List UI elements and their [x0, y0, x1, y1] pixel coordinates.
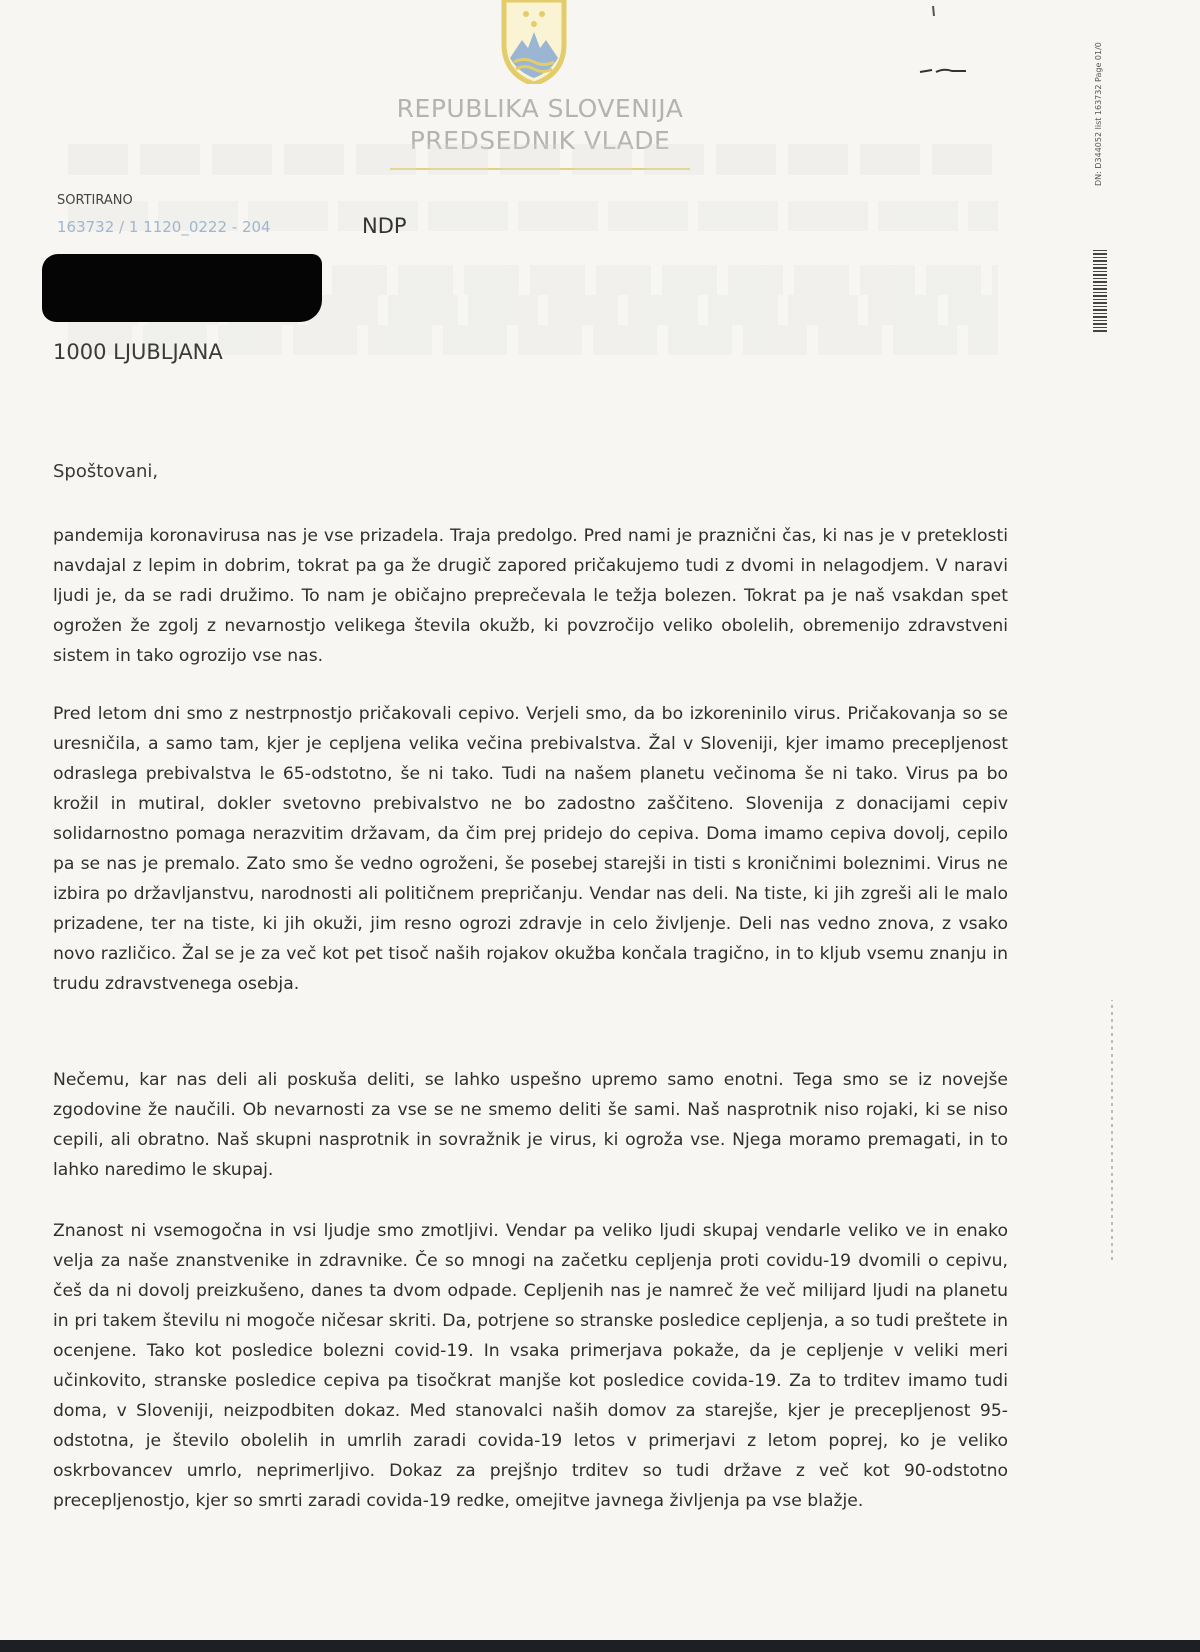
barcode-icon: [1093, 250, 1107, 332]
address-city: 1000 LJUBLJANA: [53, 340, 223, 364]
letter-greeting: Spoštovani,: [53, 461, 159, 482]
org-name-line1: REPUBLIKA SLOVENIJA: [396, 94, 684, 123]
scan-edge-perforation: [1111, 1000, 1113, 1260]
scan-speck-icon: [930, 6, 936, 16]
ndp-label: NDP: [362, 214, 407, 238]
side-document-id: DN: D344052 list 163732 Page 01/0: [1094, 42, 1103, 186]
sorting-label: SORTIRANO: [57, 193, 133, 208]
scan-bottom-border: [0, 1640, 1200, 1652]
org-name-line2: PREDSEDNIK VLADE: [409, 126, 671, 155]
letter-paragraph: Znanost ni vsemogočna in vsi ljudje smo zmotljivi. Vendar pa veliko ljudi skupaj vendarle veliko ve in enako velja za naše znanstvenike in zdravnike. Če so mnogi na začetku cepljenja proti covidu-19 dvomili o cepivu, češ da ni dovolj preizkušeno, danes ta dvom odpade. Cepljenih nas je namreč že več milijard ljudi na planetu in pri takem številu ni mogoče ničesar skriti. Da, potrjene so stranske posledice cepljenja, a so tudi preštete in ocenjene. Tako kot posledice bolezni covid-19. In vsaka primerjava pokaže, da je cepljenje v veliki meri učinkovito, stranske posledice cepiva pa tisočkrat manjše kot posledice covida-19. Za to trditev imamo tudi doma, v Sloveniji, neizpodbiten dokaz. Med stanovalci naših domov za starejše, kjer je precepljenost 95-odstotna, je število obolelih in umrlih zaradi covida-19 letos v primerjavi z letom poprej, ko je veliko oskrbovancev umrlo, neprimerljivo. Dokaz za prejšnjo trditev so tudi države z več kot 90-odstotno precepljenostjo, kjer so smrti zaradi covida-19 redke, omejitve javnega življenja pa vse blažje.: [53, 1221, 1008, 1511]
handwritten-mark-icon: [918, 66, 970, 76]
document-number: 163732 / 1 1120_0222 - 204: [57, 218, 271, 236]
letter-paragraph: Pred letom dni smo z nestrpnostjo pričakovali cepivo. Verjeli smo, da bo izkoreninilo virus. Pričakovanja so se uresničila, a samo tam, kjer je cepljena velika večina prebivalstva. Žal v Sloveniji, kjer imamo precepljenost odraslega prebivalstva le 65-odstotno, še ni tako. Tudi na našem planetu večinoma še ni tako. Virus pa bo krožil in mutiral, dokler svetovno prebivalstvo ne bo zadostno zaščiteno. Slovenija z donacijami cepiv solidarnostno pomaga nerazvitim državam, da čim prej pridejo do cepiva. Doma imamo cepiva dovolj, cepilo pa se nas je premalo. Zato smo še vedno ogroženi, še posebej starejši in tisti s kroničnimi boleznimi. Virus ne izbira po državljanstvu, narodnosti ali političnem prepričanju. Vendar nas deli. Na tiste, ki jih zgreši ali le malo prizadene, ter na tiste, ki jih okuži, jim resno ogrozi zdravje in celo življenje. Deli nas vedno znova, z vsako novo različico. Žal se je za več kot pet tisoč naših rojakov okužba končala tragično, in to kljub vsemu znanju in trudu zdravstvenega osebja.: [53, 704, 1008, 994]
redacted-address-block: [42, 254, 322, 322]
letter-paragraph: pandemija koronavirusa nas je vse prizadela. Traja predolgo. Pred nami je praznični čas, ki nas je v preteklosti navdajal z lepim in dobrim, tokrat pa ga že drugič zapored pričakujemo tudi z dvomi in nelagodjem. V naravi ljudi je, da se radi družimo. To nam je običajno preprečevala le težja bolezen. Tokrat pa je naš vsakdan spet ogrožen že zgolj z nevarnostjo velikega števila okužb, ki povzročijo veliko obolelih, obremenijo zdravstveni sistem in tako ogrozijo vse nas.: [53, 526, 1008, 666]
bleed-through-texture: [68, 140, 998, 355]
coat-of-arms-icon: [498, 0, 570, 84]
letter-paragraph: Nečemu, kar nas deli ali poskuša deliti, se lahko uspešno upremo samo enotni. Tega smo se iz novejše zgodovine že naučili. Ob nevarnosti za vse se ne smemo deliti še sami. Naš nasprotnik niso rojaki, ki se niso cepili, ali obratno. Naš skupni nasprotnik in sovražnik je virus, ki ogroža vse. Njega moramo premagati, in to lahko naredimo le skupaj.: [53, 1070, 1008, 1180]
